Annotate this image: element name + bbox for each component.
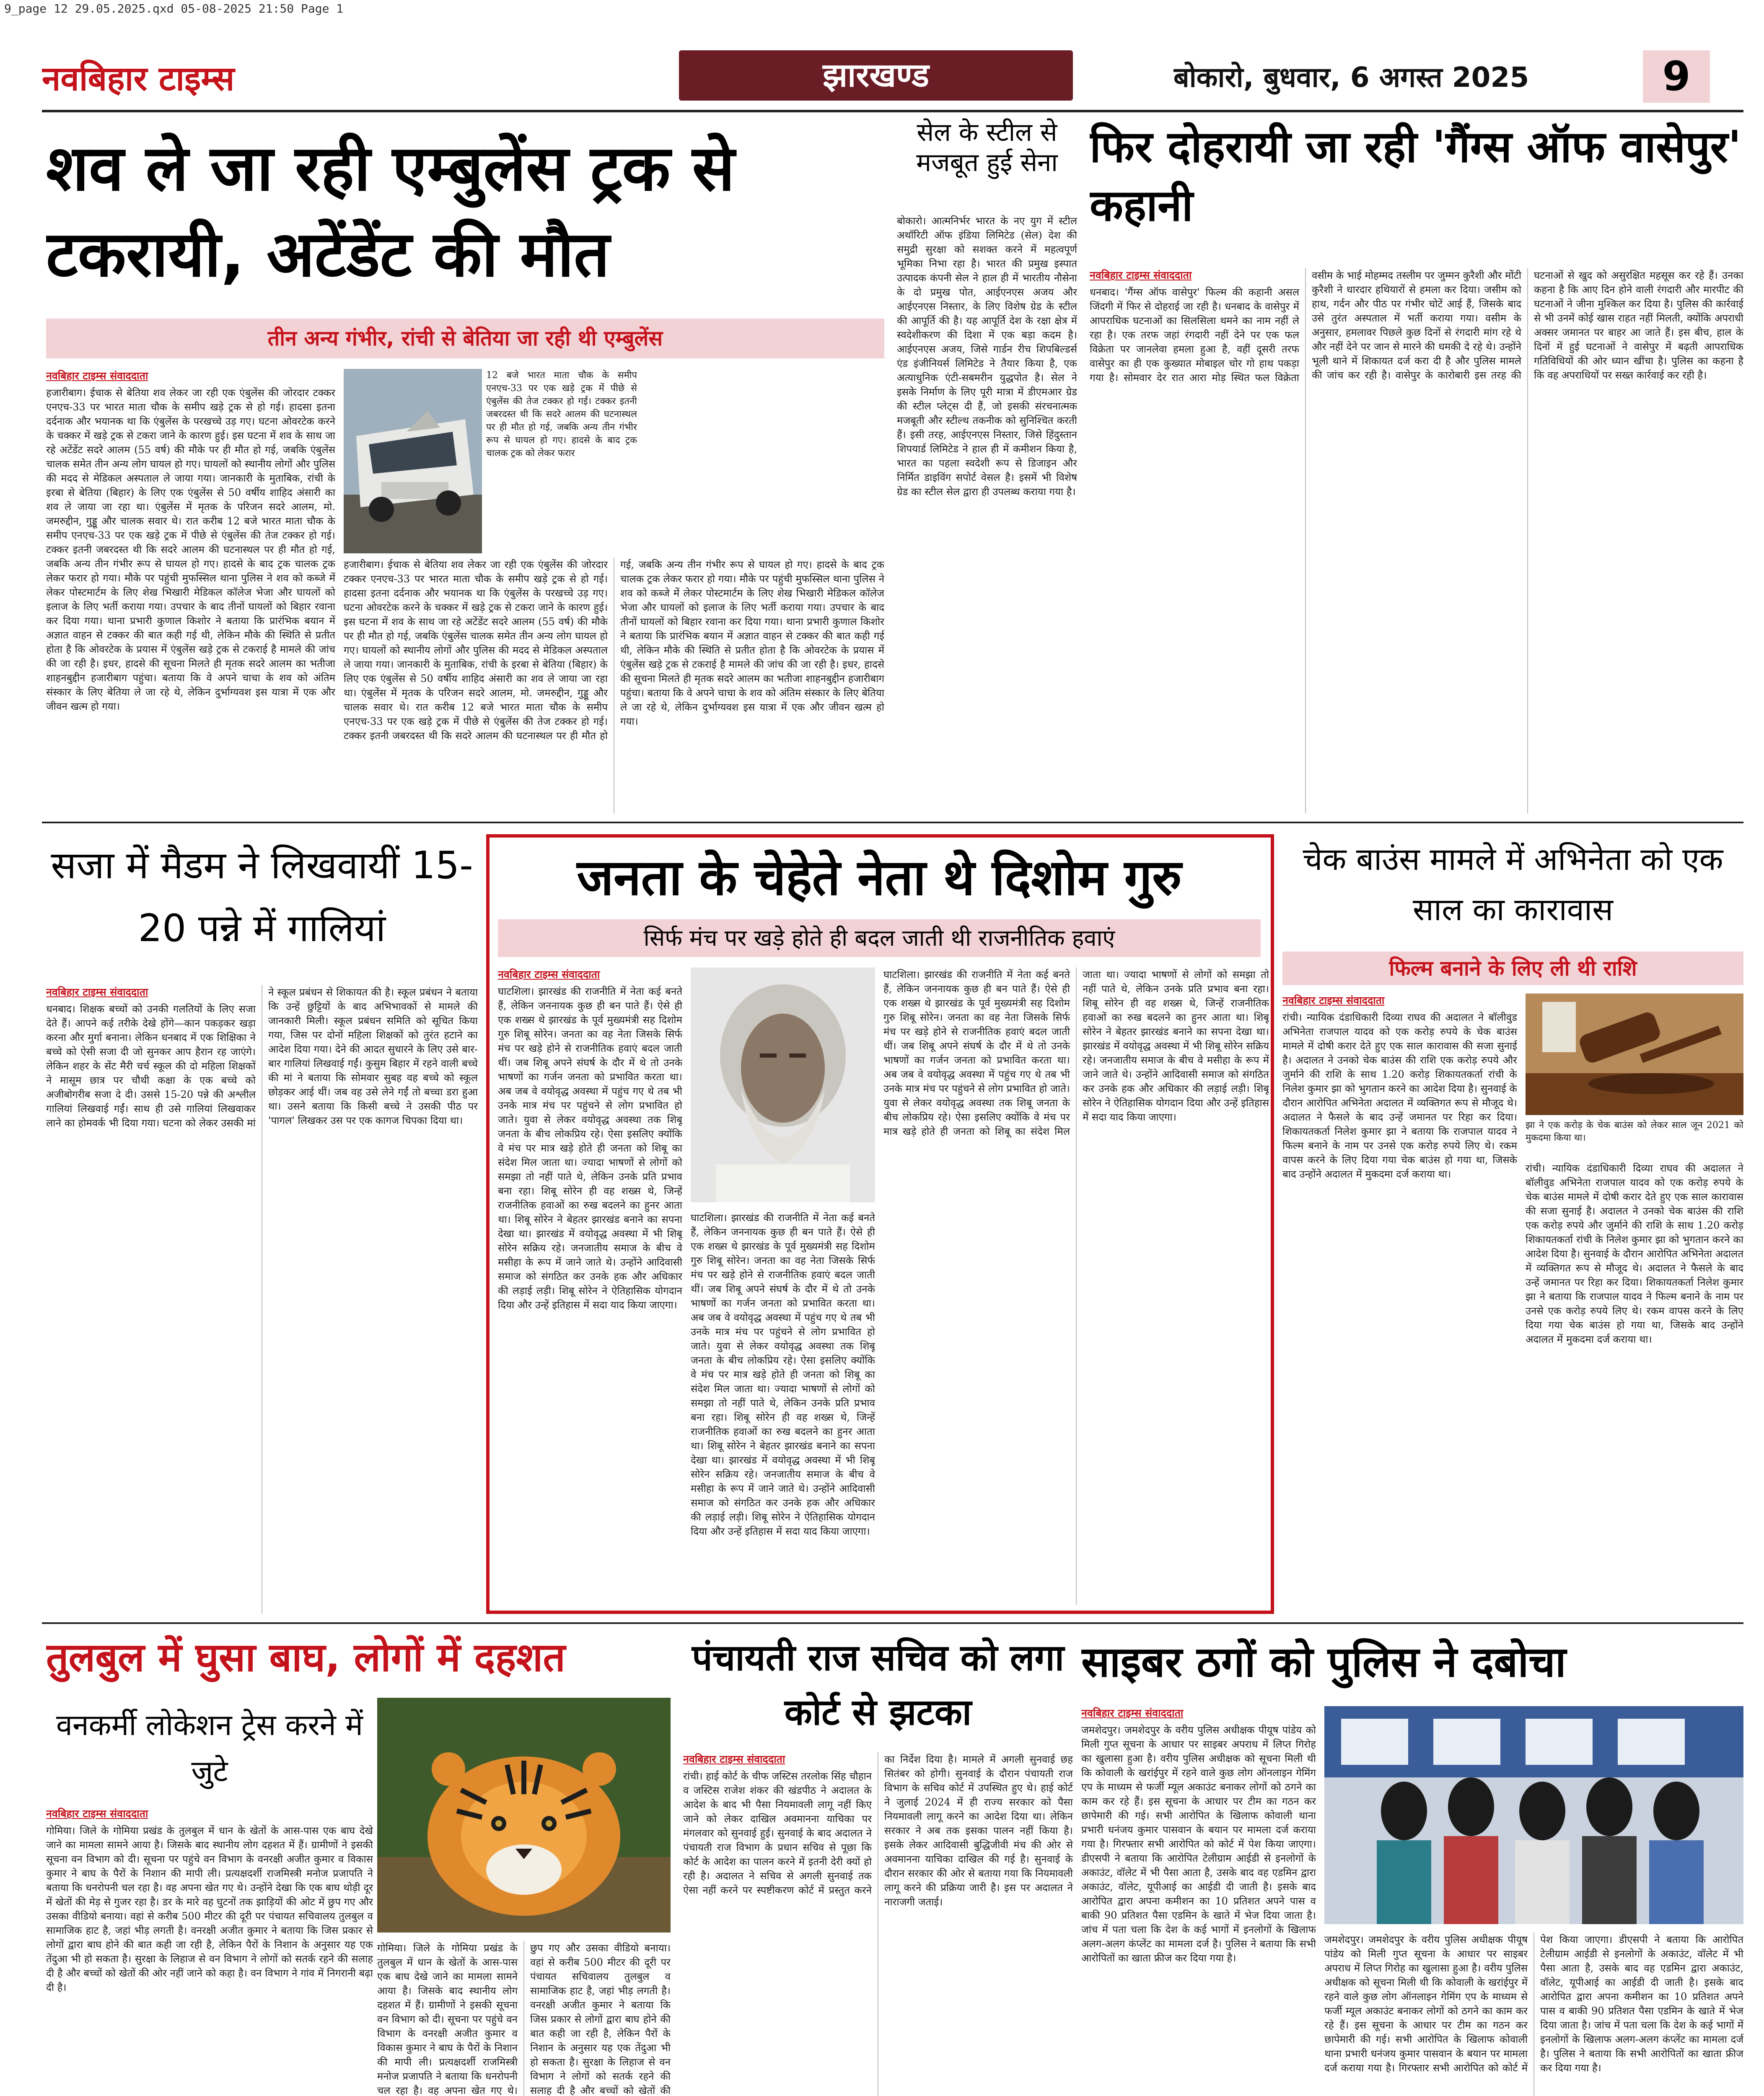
cheque-body-col2	[1526, 1161, 1743, 1614]
wasseypur-headline: फिर दोहरायी जा रही 'गैंग्स ऑफ वासेपुर' कहानी	[1090, 121, 1741, 231]
arrested-suspects-photo	[1324, 1706, 1743, 1924]
print-slug: 9_page 12 29.05.2025.qxd 05-08-2025 21:50 Page 1	[4, 2, 344, 16]
cheque-body-col1	[1282, 994, 1517, 1614]
guru-body-text-c: घाटशिला। झारखंड की राजनीति में नेता कई बनते हैं, लेकिन जननायक कुछ ही बन पाते हैं। ऐसे ही एक शख्स थे झारखंड के पूर्व मुख्यमंत्री सह दिशोम गुरु शिबू सोरेन। जनता का वह नेता जिसके सिर्फ मंच पर खड़े होने से राजनीतिक हवाएं बदल जाती थीं। जब शिबू अपने संघर्ष के दौर में थे तो उनके भाषणों का गर्जन जनता को प्रभावित करता था। अब जब वे वयोवृद्ध अवस्था में पहुंच गए थे तब भी उनके मात्र मंच पर पहुंचने से लोग प्रभावित हो जाते। युवा से लेकर वयोवृद्ध अवस्था तक शिबू जनता के बीच लोकप्रिय रहे। ऐसा इसलिए क्योंकि वे मंच पर मात्र खड़े होते ही जनता को शिबू का संदेश मिल जाता था। ज्यादा भाषणों से लोगों को समझा तो नहीं पाते थे, लेकिन उनके प्रति प्रभाव बना रहा। शिबू सोरेन ही वह शख्स थे, जिन्हें राजनीतिक हवाओं का रुख बदलने का हुनर आता था। शिबू सोरेन ने बेहतर झारखंड बनाने का सपना देखा था। झारखंड में वयोवृद्ध अवस्था में भी शिबू सोरेन सक्रिय रहे। जनजातीय समाज के बीच वे मसीहा के रूप में जाने जाते थे। उन्होंने आदिवासी समाज को संगठित कर उनके हक और अधिकार की लड़ाई लड़ी। शिबू सोरेन ने ऐतिहासिक योगदान दिया और उन्हें इतिहास में सदा याद किया जाएगा।	[883, 969, 1269, 1137]
ambulance-photo-caption: 12 बजे भारत माता चौक के समीप एनएच-33 पर एक खड़े ट्रक में पीछे से एंबुलेंस की तेज टक्कर हो गई। टक्कर इतनी जबरदस्त थी कि सदरे आलम की घटनास्थल पर ही मौत हो गई, जबकि अन्य तीन गंभीर रूप से घायल हो गए। हादसे के बाद ट्रक चालक ट्रक को लेकर फरार	[486, 370, 637, 459]
wasseypur-body	[1090, 268, 1743, 813]
panchayat-headline: पंचायती राज सचिव को लगा कोर्ट से झटका	[692, 1637, 1065, 1733]
panchayat-body-text: रांची। हाई कोर्ट के चीफ जस्टिस तरलोक सिंह चौहान व जस्टिस राजेश शंकर की खंडपीठ ने अदालत के आदेश के बाद भी पैसा नियमावली लागू नहीं किए जाने को लेकर दाखिल अवमानना याचिका पर मंगलवार को सुनवाई हुई। सुनवाई के बाद अदालत ने पंचायती राज विभाग के प्रधान सचिव से पूछा कि कोर्ट के आदेश का पालन करने में इतनी देरी क्यों हो रही है। अदालत ने सचिव से अगली सुनवाई तक ऐसा नहीं करने पर स्पष्टीकरण कोर्ट में प्रस्तुत करने का निर्देश दिया है। मामले में अगली सुनवाई छह सितंबर को होगी। सुनवाई के दौरान पंचायती राज विभाग के सचिव कोर्ट में उपस्थित हुए थे। हाई कोर्ट ने जुलाई 2024 में ही राज्य सरकार को पैसा नियमावली लागू करने का आदेश दिया था। लेकिन सरकार ने अब तक इसका पालन नहीं किया है। इसके लेकर आदिवासी बुद्धिजीवी मंच की ओर से अवमानना याचिका दाखिल की गई है। सुनवाई के दौरान सरकार की ओर से बताया गया कि नियमावली लागू करने की प्रक्रिया जारी है। इस पर अदालत ने नाराजगी जताई।	[683, 1754, 1073, 1908]
tiger-body-text-b: गोमिया। जिले के गोमिया प्रखंड के तुलबुल में धान के खेतों के आस-पास एक बाघ देखे जाने का मामला सामने आया है। जिसके बाद स्थानीय लोग दहशत में हैं। ग्रामीणों ने इसकी सूचना वन विभाग को दी। सूचना पर पहुंचे वन विभाग के वनरक्षी अजीत कुमार व विकास कुमार ने बाघ के पैरों के निशान की मापी ली। प्रत्यक्षदर्शी राजमिस्त्री मनोज प्रजापति ने बताया कि धनरोपनी चल रहा है। वह अपना खेत गए थे। छुप गए और उसका वीडियो बनाया। वहां से करीब 500 मीटर की दूरी पर पंचायत सचिवालय तुलबुल व सामाजिक हाट है, जहां भीड़ लगती है। वनरक्षी अजीत कुमार ने बताया कि जिस प्रकार से लोगों द्वारा बाघ होने की बात कही जा रही है, लेकिन पैरों के निशान के अनुसार यह एक तेंदुआ भी हो सकता है। सुरक्षा के लिहाज से वन विभाग ने लोगों को सतर्क रहने की सलाह दी है और बच्चों को खेतों की	[377, 1942, 671, 2096]
cyber-body-text: जमशेदपुर। जमशेदपुर के वरीय पुलिस अधीक्षक पीयूष पांडेय को मिली गुप्त सूचना के आधार पर साइबर अपराध में लिप्त गिरोह का खुलासा हुआ है। वरीय पुलिस अधीक्षक को सूचना मिली थी कि कोवाली के खरांईपुर में रहने वाले कुछ लोग ऑनलाइन गेमिंग एप के माध्यम से फर्जी म्यूल अकाउंट बनाकर लोगों को ठगने का काम कर रहे हैं। इस सूचना के आधार पर टीम का गठन कर छापेमारी की गई। सभी आरोपित के खिलाफ कोवाली थाना प्रभारी धनंजय कुमार पासवान के बयान पर मामला दर्ज कराया गया है। गिरफ्तार सभी आरोपित को कोर्ट में पेश किया जाएगा। डीएसपी ने बताया कि आरोपित टेलीग्राम आईडी से इनलोगों के अकाउंट, वॉलेट में भी पैसा आता है, उसके बाद वह एडमिन द्वारा अकाउंट, वॉलेट, यूपीआई का आईडी दी जाती है। इसके बाद आरोपित द्वारा अपना कमीशन का 10 प्रतिशत अपने पास व बाकी 90 प्रतिशत पैसा एडमिन के खाते में भेज दिया जाता है। जांच में पता चला कि देश के कई भागों में इनलोगों के खिलाफ अलग-अलग कंप्लेंट का मामला दर्ज है। पुलिस ने बताया कि सभी आरोपितों का खाता फ्रीज कर दिया गया है।	[1081, 1724, 1316, 1964]
panchayat-body	[683, 1752, 1073, 2096]
cheque-body-text-b: रांची। न्यायिक दंडाधिकारी दिव्या राघव की अदालत ने बॉलीवुड अभिनेता राजपाल यादव को एक करोड़ रुपये के चेक बाउंस मामले में दोषी करार देते हुए एक साल कारावास की सजा सुनाई है। अदालत ने उनको चेक बाउंस की राशि एक करोड़ रुपये और जुर्माने की राशि के साथ 1.20 करोड़ शिकायतकर्ता रांची के निलेश कुमार झा को भुगतान करने का आदेश दिया है। सुनवाई के दौरान आरोपित अभिनेता अदालत में व्यक्तिगत रूप से मौजूद थे। अदालत ने फैसले के बाद उन्हें जमानत पर रिहा कर दिया। शिकायतकर्ता निलेश कुमार झा ने बताया कि राजपाल यादव ने फिल्म बनाने के नाम पर उनसे एक करोड़ रुपये लिए थे। रकम वापस करने के लिए दिया गया चेक बाउंस हो गया था, जिसके बाद उन्होंने अदालत में मुकदमा दर्ज कराया था।	[1526, 1162, 1743, 1345]
cyber-body-cont	[1324, 1933, 1743, 2096]
wasseypur-body-text: धनबाद। 'गैंग्स ऑफ वासेपुर' फिल्म की कहानी असल जिंदगी में फिर से दोहराई जा रही है। धनबाद के वासेपुर में आपराधिक घटनाओं का सिलसिला थमने का नाम नहीं ले रहा है। एक तरफ जहां रंगदारी नहीं देने पर एक फल विक्रेता पर जानलेवा हमला हुआ है, वहीं दूसरी तरफ वासेपुर का ही एक कुख्यात मोबाइल चोर गो हाथ पकड़ा गया है। सोमवार देर रात आरा मोड़ स्थित फल विक्रेता वसीम के भाई मोहम्मद तस्लीम पर जुम्मन कुरैशी और मोंटी कुरैशी ने धारदार हथियारों से हमला कर दिया। जसीम को हाथ, गर्दन और पीठ पर गंभीर चोटें आई हैं, जिसके बाद उसे तुरंत अस्पताल में भर्ती कराया गया। वसीम के अनुसार, हमलावर पिछले कुछ दिनों से रंगदारी मांग रहे थे और नहीं देने पर जान से मारने की धमकी दे रहे थे। उन्होंने भूली थाने में शिकायत दर्ज करा दी है और पुलिस मामले की जांच कर रही है। वासेपुर के कारोबारी इस तरह की घटनाओं से खुद को असुरक्षित महसूस कर रहे हैं। उनका कहना है कि आए दिन होने वाली रंगदारी और मारपीट की घटनाओं ने जीना मुश्किल कर दिया है। पुलिस की कार्रवाई से भी उनमें कोई खास राहत नहीं मिलती, क्योंकि अपराधी अक्सर जमानत पर बाहर आ जाते हैं। इस बीच, हाल के दिनों में हुई घटनाओं ने वासेपुर में बढ़ती आपराधिक गतिविधियों की ओर ध्यान खींचा है। पुलिस का कहना है कि वह अपराधियों पर सख्त कार्रवाई कर रही है।	[1090, 270, 1743, 384]
guru-body-col1	[498, 968, 682, 1605]
masthead-rule	[42, 110, 1743, 112]
sail-body: बोकारो। आत्मनिर्भर भारत के नए युग में स्टील अथॉरिटी ऑफ इंडिया लिमिटेड (सेल) देश की समुद्री सुरक्षा को सशक्त करने में महत्वपूर्ण भूमिका निभा रहा है। भारत की प्रमुख इस्पात उत्पादक कंपनी सेल ने हाल ही में भारतीय नौसेना के दो प्रमुख पोत, आईएनएस अजय और आईएनएस निस्तार, के लिए विशेष ग्रेड के स्टील की आपूर्ति की है। यह आपूर्ति देश के रक्षा क्षेत्र में स्वदेशीकरण की दिशा में एक बड़ा कदम है। आईएनएस अजय, जिसे गार्डन रीच शिपबिल्डर्स एंड इंजीनियर्स लिमिटेड ने तैयार किया है, एक अत्याधुनिक एंटी-सबमरीन युद्धपोत है। सेल ने इसके निर्माण के लिए पूरी मात्रा में डीएमआर ग्रेड की स्टील प्लेट्स दी हैं, जो इसकी संरचनात्मक मजबूती और स्टील्थ तकनीक को सुनिश्चित करती हैं। इसी तरह, आईएनएस निस्तार, जिसे हिंदुस्तान शिपयार्ड लिमिटेड ने हाल ही में कमीशन किया है, भारत का पहला स्वदेशी रूप से डिजाइन और निर्मित डाइविंग सपोर्ट वेसल है। इसमें भी विशेष ग्रेड का स्टील सेल द्वारा ही उपलब्ध कराया गया है।	[897, 215, 1077, 498]
tiger-body-cont	[377, 1941, 671, 2096]
sail-headline: सेल के स्टील से मजबूत हुई सेना	[916, 118, 1058, 177]
guru-body-text: घाटशिला। झारखंड की राजनीति में नेता कई बनते हैं, लेकिन जननायक कुछ ही बन पाते हैं। ऐसे ही एक शख्स थे झारखंड के पूर्व मुख्यमंत्री सह दिशोम गुरु शिबू सोरेन। जनता का वह नेता जिसके सिर्फ मंच पर खड़े होने से राजनीतिक हवाएं बदल जाती थीं। जब शिबू अपने संघर्ष के दौर में थे तो उनके भाषणों का गर्जन जनता को प्रभावित करता था। अब जब वे वयोवृद्ध अवस्था में पहुंच गए थे तब भी उनके मात्र मंच पर पहुंचने से लोग प्रभावित हो जाते। युवा से लेकर वयोवृद्ध अवस्था तक शिबू जनता के बीच लोकप्रिय रहे। ऐसा इसलिए क्योंकि वे मंच पर मात्र खड़े होते ही जनता को शिबू का संदेश मिल जाता था। ज्यादा भाषणों से लोगों को समझा तो नहीं पाते थे, लेकिन उनके प्रति प्रभाव बना रहा। शिबू सोरेन ही वह शख्स थे, जिन्हें राजनीतिक हवाओं का रुख बदलने का हुनर आता था। शिबू सोरेन ने बेहतर झारखंड बनाने का सपना देखा था। झारखंड में वयोवृद्ध अवस्था में भी शिबू सोरेन सक्रिय रहे। जनजातीय समाज के बीच वे मसीहा के रूप में जाने जाते थे। उन्होंने आदिवासी समाज को संगठित कर उनके हक और अधिकार की लड़ाई लड़ी। शिबू सोरेन ने ऐतिहासिक योगदान दिया और उन्हें इतिहास में सदा याद किया जाएगा।	[498, 986, 682, 1311]
ambulance-body-text-cont: हजारीबाग। ईचाक से बेतिया शव लेकर जा रही एक एंबुलेंस की जोरदार टक्कर एनएच-33 पर भारत माता चौक के समीप खड़े ट्रक से हो गई। हादसा इतना दर्दनाक और भयानक था कि एंबुलेंस के परखच्चे उड़ गए। घटना ओवरटेक करने के चक्कर में खड़े ट्रक से टकरा जाने के कारण हुई। इस घटना में शव के साथ जा रहे अटेंडेंट सदरे आलम (55 वर्ष) की मौके पर ही मौत हो गई, जबकि एंबुलेंस चालक समेत तीन अन्य लोग घायल हो गए। घायलों को स्थानीय लोगों और पुलिस की मदद से मेडिकल अस्पताल ले जाया गया। जानकारी के मुताबिक, रांची के इरबा से बेतिया (बिहार) के लिए एक एंबुलेंस से 50 वर्षीय शाहिद अंसारी का शव ले जाया जा रहा था। एंबुलेंस में मृतक के परिजन सदरे आलम, मो. जमरुद्दीन, गुड्डू और चालक सवार थे। रात करीब 12 बजे भारत माता चौक के समीप एनएच-33 पर एक खड़े ट्रक में पीछे से एंबुलेंस की तेज टक्कर हो गई। टक्कर इतनी जबरदस्त थी कि सदरे आलम की घटनास्थल पर ही मौत हो गई, जबकि अन्य तीन गंभीर रूप से घायल हो गए। हादसे के बाद ट्रक चालक ट्रक लेकर फरार हो गया। मौके पर पहुंची मुफस्सिल थाना पुलिस ने शव को कब्जे में लेकर पोस्टमार्टम के लिए शेख भिखारी मेडिकल कॉलेज भेजा और घायलों को इलाज के लिए भर्ती कराया गया। उपचार के बाद तीनों घायलों को बिहार रवाना कर दिया गया। थाना प्रभारी कुणाल किशोर ने बताया कि प्रारंभिक बयान में अज्ञात वाहन से टक्कर की बात कही गई थी, लेकिन मौके की स्थिति से प्रतीत होता है कि ओवरटेक के प्रयास में एंबुलेंस खड़े ट्रक से टकराई है मामले की जांच की जा रही है। इधर, हादसे की सूचना मिलते ही मृतक सदरे आलम का भतीजा शाहनबुद्दीन हजारीबाग पहुंचा। बताया कि वे अपने चाचा के शव को अंतिम संस्कार के लिए बेतिया ले जा रहे थे, लेकिन दुर्भाग्यवश इस यात्रा में एक और जीवन खत्म हो गया।	[344, 559, 884, 742]
guru-deck: सिर्फ मंच पर खड़े होते ही बदल जाती थी राजनीतिक हवाएं	[498, 919, 1261, 957]
row1-rule	[42, 822, 1743, 823]
cyber-headline: साइबर ठगों को पुलिस ने दबोचा	[1081, 1637, 1566, 1686]
paper-name: नवबिहार टाइम्स	[42, 59, 235, 98]
cheque-headline: चेक बाउंस मामले में अभिनेता को एक साल का कारावास	[1303, 841, 1723, 928]
shibu-soren-portrait	[691, 968, 875, 1202]
ambulance-body-text: हजारीबाग। ईचाक से बेतिया शव लेकर जा रही एक एंबुलेंस की जोरदार टक्कर एनएच-33 पर भारत माता चौक के समीप खड़े ट्रक से हो गई। हादसा इतना दर्दनाक और भयानक था कि एंबुलेंस के परखच्चे उड़ गए। घटना ओवरटेक करने के चक्कर में खड़े ट्रक से टकरा जाने के कारण हुई। इस घटना में शव के साथ जा रहे अटेंडेंट सदरे आलम (55 वर्ष) की मौके पर ही मौत हो गई, जबकि एंबुलेंस चालक समेत तीन अन्य लोग घायल हो गए। घायलों को स्थानीय लोगों और पुलिस की मदद से मेडिकल अस्पताल ले जाया गया। जानकारी के मुताबिक, रांची के इरबा से बेतिया (बिहार) के लिए एक एंबुलेंस से 50 वर्षीय शाहिद अंसारी का शव ले जाया जा रहा था। एंबुलेंस में मृतक के परिजन सदरे आलम, मो. जमरुद्दीन, गुड्डू और चालक सवार थे। रात करीब 12 बजे भारत माता चौक के समीप एनएच-33 पर एक खड़े ट्रक में पीछे से एंबुलेंस की तेज टक्कर हो गई। टक्कर इतनी जबरदस्त थी कि सदरे आलम की घटनास्थल पर ही मौत हो गई, जबकि अन्य तीन गंभीर रूप से घायल हो गए। हादसे के बाद ट्रक चालक ट्रक लेकर फरार हो गया। मौके पर पहुंची मुफस्सिल थाना पुलिस ने शव को कब्जे में लेकर पोस्टमार्टम के लिए शेख भिखारी मेडिकल कॉलेज भेजा और घायलों को इलाज के लिए भर्ती कराया गया। उपचार के बाद तीनों घायलों को बिहार रवाना कर दिया गया। थाना प्रभारी कुणाल किशोर ने बताया कि प्रारंभिक बयान में अज्ञात वाहन से टक्कर की बात कही गई थी, लेकिन मौके की स्थिति से प्रतीत होता है कि ओवरटेक के प्रयास में एंबुलेंस खड़े ट्रक से टकराई है मामले की जांच की जा रही है। इधर, हादसे की सूचना मिलते ही मृतक सदरे आलम का भतीजा शाहनबुद्दीन हजारीबाग पहुंचा। बताया कि वे अपने चाचा के शव को अंतिम संस्कार के लिए बेतिया ले जा रहे थे, लेकिन दुर्भाग्यवश इस यात्रा में एक और जीवन खत्म हो गया।	[46, 387, 335, 712]
ambulance-byline: नवबिहार टाइम्स संवाददाता	[46, 370, 148, 382]
ambulance-deck: तीन अन्य गंभीर, रांची से बेतिया जा रही थी एम्बुलेंस	[46, 319, 884, 358]
section-name: झारखण्ड	[823, 57, 929, 94]
ambulance-body-col1	[46, 369, 335, 813]
cheque-body-text: रांची। न्यायिक दंडाधिकारी दिव्या राघव की अदालत ने बॉलीवुड अभिनेता राजपाल यादव को एक करोड़ रुपये के चेक बाउंस मामले में दोषी करार देते हुए एक साल कारावास की सजा सुनाई है। अदालत ने उनको चेक बाउंस की राशि एक करोड़ रुपये और जुर्माने की राशि के साथ 1.20 करोड़ शिकायतकर्ता रांची के निलेश कुमार झा को भुगतान करने का आदेश दिया है। सुनवाई के दौरान आरोपित अभिनेता अदालत में व्यक्तिगत रूप से मौजूद थे। अदालत ने फैसले के बाद उन्हें जमानत पर रिहा कर दिया। शिकायतकर्ता निलेश कुमार झा ने बताया कि राजपाल यादव ने फिल्म बनाने के नाम पर उनसे एक करोड़ रुपये लिए थे। रकम वापस करने के लिए दिया गया चेक बाउंस हो गया था, जिसके बाद उन्होंने अदालत में मुकदमा दर्ज कराया था।	[1282, 1012, 1517, 1180]
cheque-photo-caption: झा ने एक करोड़ के चेक बाउंस को लेकर साल जून 2021 को मुकदमा किया था।	[1526, 1120, 1743, 1143]
row2-rule	[42, 1622, 1743, 1624]
cyber-byline: नवबिहार टाइम्स संवाददाता	[1081, 1707, 1184, 1719]
tiger-body-text: गोमिया। जिले के गोमिया प्रखंड के तुलबुल में धान के खेतों के आस-पास एक बाघ देखे जाने का मामला सामने आया है। जिसके बाद स्थानीय लोग दहशत में हैं। ग्रामीणों ने इसकी सूचना वन विभाग को दी। सूचना पर पहुंचे वन विभाग के वनरक्षी अजीत कुमार व विकास कुमार ने बाघ के पैरों के निशान की मापी ली। प्रत्यक्षदर्शी राजमिस्त्री मनोज प्रजापति ने बताया कि धनरोपनी चल रहा है। वह अपना खेत गए थे। उन्होंने देखा कि एक बाघ थोड़ी दूर में खेतों की मेड़ से गुजर रहा है। डर के मारे वह घुटनों तक झाड़ियों की ओट में छुप गए और उसका वीडियो बनाया। वहां से करीब 500 मीटर की दूरी पर पंचायत सचिवालय तुलबुल व सामाजिक हाट है, जहां भीड़ लगती है। वनरक्षी अजीत कुमार ने बताया कि जिस प्रकार से लोगों द्वारा बाघ होने की बात कही जा रही है, लेकिन पैरों के निशान के अनुसार यह एक तेंदुआ भी हो सकता है। सुरक्षा के लिहाज से वन विभाग ने लोगों को सतर्क रहने की सलाह दी है और बच्चों को खेतों की ओर नहीं जाने को कहा है। वन विभाग ने गांव में निगरानी बढ़ा दी है।	[46, 1825, 373, 1993]
guru-body-col2	[691, 1211, 875, 1605]
tiger-headline: तुलबुल में घुसा बाघ, लोगों में दहशत	[46, 1635, 565, 1681]
madam-body	[46, 985, 478, 1614]
gavel-photo	[1526, 994, 1743, 1115]
ambulance-wreck-photo	[344, 369, 482, 553]
madam-body-text: धनबाद। शिक्षक बच्चों को उनकी गलतियों के लिए सजा देते हैं। आपने कई तरीके देखे होंगे—कान पकड़कर खड़ा करना और मुर्गा बनाना। लेकिन धनबाद में एक शिक्षिका ने बच्चे को ऐसी सजा दी जो सुनकर आप हैरान रह जाएंगे। लेकिन शहर के सेंट मैरी चर्च स्कूल की दो महिला शिक्षकों ने मासूम छात्र पर चौथी कक्षा के एक बच्चे को अजीबोगरीब सजा दे दी। उससे 15-20 पन्ने की अश्लील गालियां लिखवाई गईं। साथ ही उसे गालियां लिखवाकर लाने का होमवर्क भी दिया गया। घटना को लेकर उसकी मां ने स्कूल प्रबंधन से शिकायत की है। स्कूल प्रबंधन ने बताया कि उन्हें छुट्टियों के बाद अभिभावकों से मामले की जानकारी मिली। स्कूल प्रबंधन समिति को सूचित किया गया, जिस पर दोनों महिला शिक्षकों को तुरंत हटाने का आदेश दिया गया। देने की आदत सुधारने के लिए उसे बार-बार गालियां लिखवाई गईं। कुसुम बिहार में रहने वाली बच्चे की मां ने बताया कि सोमवार सुबह वह बच्चे को स्कूल छोड़कर आई थीं। जब वह उसे लेने गईं तो बच्चा डरा हुआ था। उसने बताया कि किसी बच्चे ने उसकी पीठ पर 'पागल' लिखकर उस पर एक कागज चिपका दिया था।	[46, 986, 478, 1129]
guru-box	[486, 834, 1274, 1614]
tiger-deck: वनकर्मी लोकेशन ट्रेस करने में जुटे	[56, 1708, 363, 1788]
cheque-byline: नवबिहार टाइम्स संवाददाता	[1282, 994, 1385, 1006]
madam-byline: नवबिहार टाइम्स संवाददाता	[46, 986, 148, 998]
tiger-body-col1	[46, 1807, 373, 2096]
madam-headline: सजा में मैडम ने लिखवायीं 15-20 पन्ने में गालियां	[51, 843, 473, 950]
ambulance-body-cont	[344, 558, 884, 813]
guru-byline: नवबिहार टाइम्स संवाददाता	[498, 968, 600, 981]
dateline: बोकारो, बुधवार, 6 अगस्त 2025	[1173, 61, 1529, 93]
guru-body-text-b: घाटशिला। झारखंड की राजनीति में नेता कई बनते हैं, लेकिन जननायक कुछ ही बन पाते हैं। ऐसे ही एक शख्स थे झारखंड के पूर्व मुख्यमंत्री सह दिशोम गुरु शिबू सोरेन। जनता का वह नेता जिसके सिर्फ मंच पर खड़े होने से राजनीतिक हवाएं बदल जाती थीं। जब शिबू अपने संघर्ष के दौर में थे तो उनके भाषणों का गर्जन जनता को प्रभावित करता था। अब जब वे वयोवृद्ध अवस्था में पहुंच गए थे तब भी उनके मात्र मंच पर पहुंचने से लोग प्रभावित हो जाते। युवा से लेकर वयोवृद्ध अवस्था तक शिबू जनता के बीच लोकप्रिय रहे। ऐसा इसलिए क्योंकि वे मंच पर मात्र खड़े होते ही जनता को शिबू का संदेश मिल जाता था। ज्यादा भाषणों से लोगों को समझा तो नहीं पाते थे, लेकिन उनके प्रति प्रभाव बना रहा। शिबू सोरेन ही वह शख्स थे, जिन्हें राजनीतिक हवाओं का रुख बदलने का हुनर आता था। शिबू सोरेन ने बेहतर झारखंड बनाने का सपना देखा था। झारखंड में वयोवृद्ध अवस्था में भी शिबू सोरेन सक्रिय रहे। जनजातीय समाज के बीच वे मसीहा के रूप में जाने जाते थे। उन्होंने आदिवासी समाज को संगठित कर उनके हक और अधिकार की लड़ाई लड़ी। शिबू सोरेन ने ऐतिहासिक योगदान दिया और उन्हें इतिहास में सदा याद किया जाएगा।	[691, 1212, 875, 1537]
page-number: 9	[1643, 50, 1710, 103]
cheque-deck: फिल्म बनाने के लिए ली थी राशि	[1282, 952, 1743, 985]
section-tab	[679, 50, 1073, 101]
tiger-photo	[377, 1698, 671, 1933]
wasseypur-byline: नवबिहार टाइम्स संवाददाता	[1090, 269, 1192, 281]
panchayat-byline: नवबिहार टाइम्स संवाददाता	[683, 1753, 785, 1765]
guru-body-col34	[883, 968, 1269, 1605]
tiger-byline: नवबिहार टाइम्स संवाददाता	[46, 1808, 148, 1820]
masthead	[42, 38, 1743, 109]
guru-headline: जनता के चेहेते नेता थे दिशोम गुरु	[577, 848, 1182, 906]
cyber-body-text-b: जमशेदपुर। जमशेदपुर के वरीय पुलिस अधीक्षक पीयूष पांडेय को मिली गुप्त सूचना के आधार पर साइबर अपराध में लिप्त गिरोह का खुलासा हुआ है। वरीय पुलिस अधीक्षक को सूचना मिली थी कि कोवाली के खरांईपुर में रहने वाले कुछ लोग ऑनलाइन गेमिंग एप के माध्यम से फर्जी म्यूल अकाउंट बनाकर लोगों को ठगने का काम कर रहे हैं। इस सूचना के आधार पर टीम का गठन कर छापेमारी की गई। सभी आरोपित के खिलाफ कोवाली थाना प्रभारी धनंजय कुमार पासवान के बयान पर मामला दर्ज कराया गया है। गिरफ्तार सभी आरोपित को कोर्ट में पेश किया जाएगा। डीएसपी ने बताया कि आरोपित टेलीग्राम आईडी से इनलोगों के अकाउंट, वॉलेट में भी पैसा आता है, उसके बाद वह एडमिन द्वारा अकाउंट, वॉलेट, यूपीआई का आईडी दी जाती है। इसके बाद आरोपित द्वारा अपना कमीशन का 10 प्रतिशत अपने पास व बाकी 90 प्रतिशत पैसा एडमिन के खाते में भेज दिया जाता है। जांच में पता चला कि देश के कई भागों में इनलोगों के खिलाफ अलग-अलग कंप्लेंट का मामला दर्ज है। पुलिस ने बताया कि सभी आरोपितों का खाता फ्रीज कर दिया गया है।	[1324, 1934, 1743, 2074]
ambulance-headline: शव ले जा रही एम्बुलेंस ट्रक से टकरायी, अटेंडेंट की मौत	[46, 132, 735, 291]
cyber-body-col1	[1081, 1706, 1316, 2096]
